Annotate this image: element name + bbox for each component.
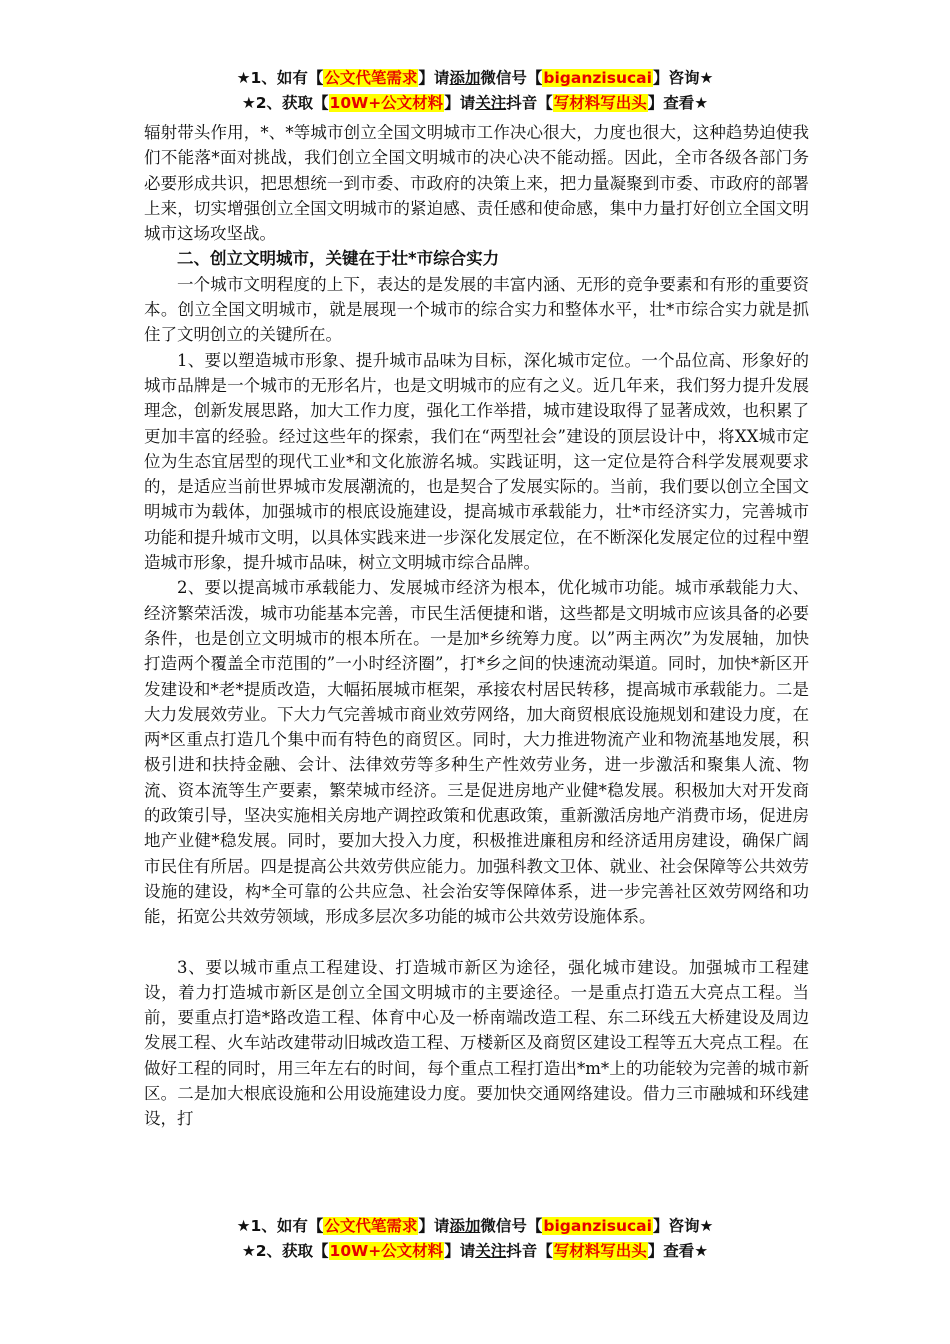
banner-highlight: biganzisucai bbox=[543, 69, 652, 87]
banner-highlight: 10W+公文材料 bbox=[329, 94, 444, 112]
banner-text: 抖音【 bbox=[506, 1242, 553, 1260]
banner-text: 】咨询★ bbox=[652, 1217, 714, 1235]
paragraph: 3、要以城市重点工程建设、打造城市新区为途径，强化城市建设。加强城市工程建设，着力打造城市新区是创立全国文明城市的主要途径。一是重点打造五大亮点工程。当前，要重点打造*路改造工程、体育中心及一桥南端改造工程、东二环线五大桥建设及周边发展工程、火车站改建带动旧城改造工程、万楼新区及商贸区建设工程等五大亮点工程。在做好工程的同时，用三年左右的时间，每个重点工程打造出*m*上的功能较为完善的城市新区。二是加大根底设施和公用设施建设力度。要加快交通网络建设。借力三市融城和环线建设，打 bbox=[144, 957, 809, 1129]
banner-text: 】请 bbox=[444, 94, 476, 112]
banner-highlight: 公文代笔需求 bbox=[324, 1217, 418, 1235]
banner-text: 】咨询★ bbox=[652, 69, 714, 87]
banner-text: 】查看★ bbox=[647, 94, 709, 112]
banner-line-2 bbox=[0, 1239, 950, 1264]
banner-highlight: biganzisucai bbox=[543, 1217, 652, 1235]
paragraph: 辐射带头作用，*、*等城市创立全国文明城市工作决心很大，力度也很大，这种趋势迫使我们不能落*面对挑战，我们创立全国文明城市的决心决不能动摇。因此，全市各级各部门务必要形成共识，把思想统一到市委、市政府的决策上来，把力量凝聚到市委、市政府的部署上来，切实增强创立全国文明城市的紧迫感、责任感和使命感，集中力量打好创立全国文明城市这场攻坚战。 bbox=[144, 123, 809, 244]
banner-line-1 bbox=[0, 66, 950, 91]
banner-text: ★1、如有【 bbox=[236, 1217, 324, 1235]
banner-highlight: 写材料写出头 bbox=[553, 94, 647, 112]
paragraph: 2、要以提高城市承载能力、发展城市经济为根本，优化城市功能。城市承载能力大、经济繁荣活泼，城市功能基本完善，市民生活便捷和谐，这些都是文明城市应该具备的必要条件，也是创立文明城市的根本所在。一是加*乡统筹力度。以”两主两次”为发展轴，加快打造两个覆盖全市范围的”一小时经济圈”，打*乡之间的快速流动渠道。同时，加快*新区开发建设和*老*提质改造，大幅拓展城市框架，承接农村居民转移，提高城市承载能力。二是大力发展效劳业。下大力气完善城市商业效劳网络，加大商贸根底设施规划和建设力度，在两*区重点打造几个集中而有特色的商贸区。同时，大力推进物流产业和物流基地发展，积极引进和扶持金融、会计、法律效劳等多种生产性效劳业务，进一步激活和聚集人流、物流、资本流等生产要素，繁荣城市经济。三是促进房地产业健*稳发展。积极加大对开发商的政策引导，坚决实施相关房地产调控政策和优惠政策，重新激活房地产消费市场，促进房地产业健*稳发展。同时，要加大投入力度，积极推进廉租房和经济适用房建设，确保广阔市民住有所居。四是提高公共效劳供应能力。加强科教文卫体、就业、社会保障等公共效劳设施的建设，构*全可靠的公共应急、社会治安等保障体系，进一步完善社区效劳网络和功能，拓宽公共效劳领域，形成多层次多功能的城市公共效劳设施体系。 bbox=[144, 578, 809, 927]
banner-text: 】请 bbox=[418, 69, 450, 87]
section-heading: 二、创立文明城市，关键在于壮*市综合实力 bbox=[177, 249, 500, 269]
banner-underline: 关注 bbox=[475, 1242, 507, 1260]
banner-highlight: 公文代笔需求 bbox=[324, 69, 418, 87]
banner-line-1 bbox=[0, 1214, 950, 1239]
header-banner bbox=[0, 66, 950, 116]
banner-text: 微信号【 bbox=[480, 1217, 543, 1235]
banner-highlight: 写材料写出头 bbox=[553, 1242, 647, 1260]
document-body bbox=[144, 120, 809, 1132]
banner-text: 】查看★ bbox=[647, 1242, 709, 1260]
banner-highlight: 10W+公文材料 bbox=[329, 1242, 444, 1260]
banner-underline: 添加 bbox=[449, 69, 481, 87]
footer-banner bbox=[0, 1214, 950, 1264]
banner-underline: 关注 bbox=[475, 94, 507, 112]
banner-underline: 添加 bbox=[449, 1217, 481, 1235]
banner-text: 】请 bbox=[444, 1242, 476, 1260]
paragraph: 1、要以塑造城市形象、提升城市品味为目标，深化城市定位。一个品位高、形象好的城市品牌是一个城市的无形名片，也是文明城市的应有之义。近几年来，我们努力提升发展理念，创新发展思路，加大工作力度，强化工作举措，城市建设取得了显著成效，也积累了更加丰富的经验。经过这些年的探索，我们在“两型社会”建设的顶层设计中，将XX城市定位为生态宜居型的现代工业*和文化旅游名城。实践证明，这一定位是符合科学发展观要求的，是适应当前世界城市发展潮流的，也是契合了发展实际的。当前，我们要以创立全国文明城市为载体，加强城市的根底设施建设，提高城市承载能力，壮*市经济实力，完善城市功能和提升城市文明，以具体实践来进一步深化发展定位，在不断深化发展定位的过程中塑造城市形象，提升城市品味，树立文明城市综合品牌。 bbox=[144, 350, 809, 573]
banner-text: ★2、获取【 bbox=[241, 1242, 329, 1260]
banner-text: ★2、获取【 bbox=[241, 94, 329, 112]
banner-text: 】请 bbox=[418, 1217, 450, 1235]
banner-text: ★1、如有【 bbox=[236, 69, 324, 87]
paragraph: 一个城市文明程度的上下，表达的是发展的丰富内涵、无形的竞争要素和有形的重要资本。创立全国文明城市，就是展现一个城市的综合实力和整体水平，壮*市综合实力就是抓住了文明创立的关键所在。 bbox=[144, 274, 809, 345]
banner-line-2 bbox=[0, 91, 950, 116]
banner-text: 抖音【 bbox=[506, 94, 553, 112]
banner-text: 微信号【 bbox=[480, 69, 543, 87]
